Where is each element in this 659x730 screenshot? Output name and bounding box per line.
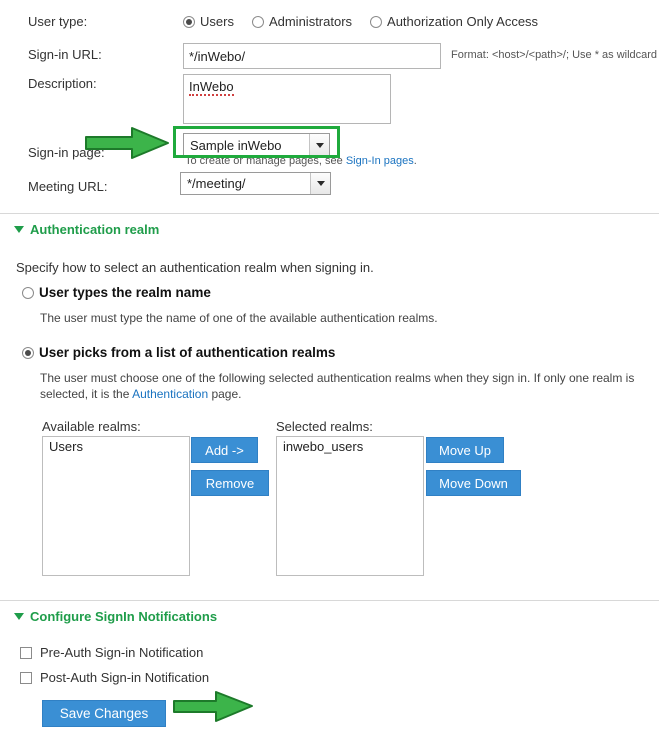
pointer-arrow-signin-page — [84, 126, 170, 160]
auth-realm-intro: Specify how to select an authentication realm when signing in. — [16, 260, 374, 275]
section-authentication-realm[interactable] — [14, 222, 159, 237]
signin-pages-link[interactable]: Sign-In pages — [345, 155, 414, 167]
authentication-link[interactable]: Authentication — [132, 387, 209, 401]
signin-page-hint-suffix: . — [413, 155, 417, 167]
save-changes-button[interactable]: Save Changes — [42, 700, 166, 727]
radio-administrators-label: Administrators — [268, 14, 353, 29]
checkbox-post-auth[interactable] — [20, 672, 32, 684]
radio-option-users[interactable] — [183, 14, 234, 29]
meeting-url-value: */meeting/ — [187, 176, 246, 191]
signin-page-label: Sign-in page: — [28, 145, 105, 160]
selected-realms-label: Selected realms: — [276, 419, 373, 434]
radio-users-label: Users — [200, 14, 234, 29]
chevron-down-icon-meeting[interactable] — [310, 173, 330, 194]
signin-page-value: Sample inWebo — [190, 137, 282, 153]
signin-page-select[interactable] — [183, 133, 330, 157]
realm-option-type-description: The user must type the name of one of the available authentication realms. — [40, 311, 438, 325]
meeting-url-row — [28, 176, 183, 194]
selected-realms-listbox[interactable] — [276, 436, 424, 576]
radio-type-realm-icon[interactable] — [22, 287, 34, 299]
signin-url-hint: Format: <host>/<path>/; Use * as wildcard — [451, 49, 658, 61]
user-type-radio-group[interactable] — [183, 14, 556, 29]
section-signin-notifications[interactable] — [14, 609, 217, 624]
description-textarea[interactable] — [183, 74, 391, 124]
radio-pick-realm-label: User picks from a list of authentication realms — [39, 345, 336, 360]
realm-option-pick-row[interactable] — [22, 345, 335, 360]
remove-button[interactable]: Remove — [191, 470, 269, 496]
radio-users-icon[interactable] — [183, 16, 195, 28]
pre-auth-notification-row[interactable] — [20, 645, 203, 660]
pre-auth-notification-label: Pre-Auth Sign-in Notification — [40, 645, 204, 660]
signin-page-hint-prefix: To create or manage pages, see — [185, 155, 346, 167]
divider-notifications — [0, 600, 659, 601]
list-item[interactable]: Users — [49, 439, 83, 454]
available-realms-listbox[interactable] — [42, 436, 190, 576]
radio-option-authorization-only[interactable] — [370, 14, 538, 29]
radio-administrators-icon[interactable] — [252, 16, 264, 28]
realm-option-pick-description — [40, 370, 659, 402]
checkbox-pre-auth[interactable] — [20, 647, 32, 659]
radio-pick-realm-icon[interactable] — [22, 347, 34, 359]
chevron-collapse-icon[interactable] — [14, 226, 24, 233]
divider-auth — [0, 213, 659, 214]
signin-url-input[interactable] — [183, 43, 441, 69]
signin-url-label: Sign-in URL: — [28, 47, 102, 62]
radio-type-realm-label: User types the realm name — [39, 285, 211, 300]
section-signin-notifications-label: Configure SignIn Notifications — [30, 609, 218, 624]
realm-pick-desc-part1: The user must choose one of the following selected authentication realms when they sign in. If only one realm is selected, it is the — [40, 371, 635, 401]
chevron-collapse-icon-notifications[interactable] — [14, 613, 24, 620]
radio-authorization-only-label: Authorization Only Access — [387, 14, 539, 29]
section-authentication-realm-label: Authentication realm — [30, 222, 160, 237]
move-down-button[interactable]: Move Down — [426, 470, 521, 496]
list-item[interactable]: inwebo_users — [283, 439, 364, 454]
radio-option-administrators[interactable] — [252, 14, 352, 29]
add-button[interactable]: Add -> — [191, 437, 258, 463]
description-value: InWebo — [189, 79, 234, 94]
meeting-url-label: Meeting URL: — [28, 179, 108, 194]
realm-option-type-row[interactable] — [22, 285, 211, 300]
user-type-row — [28, 14, 556, 29]
signin-url-row — [28, 43, 657, 69]
available-realms-label: Available realms: — [42, 419, 141, 434]
user-type-label: User type: — [28, 14, 88, 29]
description-label: Description: — [28, 76, 97, 91]
realm-pick-desc-part2: page. — [208, 387, 242, 401]
pointer-arrow-save — [172, 690, 254, 723]
description-row — [28, 74, 391, 124]
post-auth-notification-label: Post-Auth Sign-in Notification — [40, 670, 210, 685]
meeting-url-select[interactable] — [180, 172, 331, 195]
move-up-button[interactable]: Move Up — [426, 437, 504, 463]
chevron-down-icon[interactable] — [309, 134, 329, 156]
signin-page-hint — [185, 155, 417, 167]
radio-authorization-only-icon[interactable] — [370, 16, 382, 28]
post-auth-notification-row[interactable] — [20, 670, 209, 685]
